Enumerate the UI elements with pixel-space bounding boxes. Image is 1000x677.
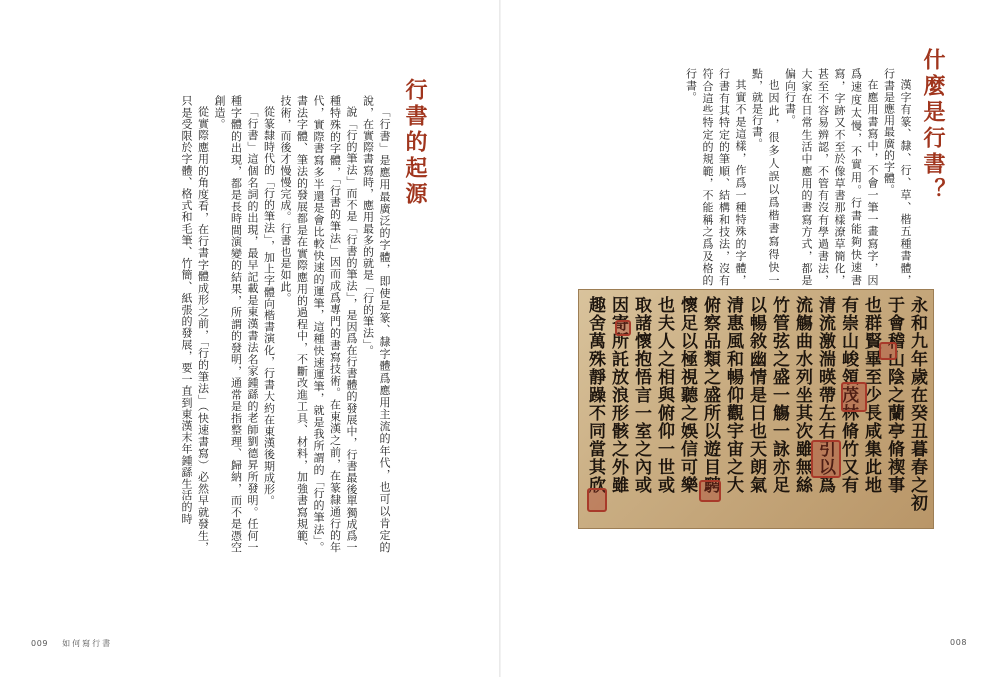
calligraphy-column: 清流激湍暎帶左右引以爲	[815, 296, 835, 494]
red-seal-stamp	[879, 342, 897, 360]
calligraphy-column: 取諸懷抱悟言一室之內或	[631, 296, 651, 494]
left-folio	[31, 638, 112, 649]
calligraphy-column: 趣舍萬殊靜躁不同當其欣	[585, 296, 605, 494]
right-paragraph: 在應用書寫中，不會一筆一畫寫字，因爲速度太慢，不實用。行書能夠快速書寫，字跡又不至於像草書那樣潦草簡化，甚至不容易辨認，不管有沒有學過書法，大家在日常生活中應用的書寫方式，都是偏向行書。	[783, 68, 879, 286]
right-page-number: 008	[950, 638, 968, 647]
calligraphy-column: 以暢敘幽情是日也天朗氣	[746, 296, 766, 494]
calligraphy-column: 流觴曲水列坐其次雖無絲	[792, 296, 812, 494]
calligraphy-column: 因寄所託放浪形骸之外雖	[608, 296, 628, 494]
left-paragraph: 說「行的筆法」而不是「行書的筆法」，是因爲在行書體的發展中，行書最後單獨成爲一種特殊的字體，「行書的筆法」因而成爲專門的書寫技術。在東漢之前，在篆隸通行的年代，實際書寫多半還是會比較快速的運筆，這種快速運筆，就是我所謂的「行的筆法」。書法字體、筆法的發展都是在實際應用的過程中，不斷改進工具、材料，加強書寫規範、技術，而後才慢慢完成。行書也是如此。	[279, 95, 358, 553]
left-page-title: 行書的起源	[402, 78, 428, 208]
calligraphy-column: 有崇山峻領茂林脩竹又有	[838, 296, 858, 494]
calligraphy-column: 也群賢畢至少長咸集此地	[861, 296, 881, 494]
calligraphy-column: 俯察品類之盛所以遊目騁	[700, 296, 720, 494]
left-page-body	[92, 95, 392, 553]
calligraphy-column: 清惠風和暢仰觀宇宙之大	[723, 296, 743, 494]
right-paragraph: 也因此，很多人誤以爲楷書寫得快一點，就是行書。	[750, 68, 780, 286]
book-title: 如何寫行書	[62, 639, 113, 648]
left-page-number: 009	[31, 639, 49, 648]
right-paragraph: 其實不是這樣，作爲一種特殊的字體，行書有其特定的筆順、結構和技法，沒有符合這些特定的規範，不能稱之爲及格的行書。	[684, 68, 747, 286]
right-page-title: 什麼是行書？	[920, 48, 946, 204]
calligraphy-column: 懷足以極視聽之娛信可樂	[677, 296, 697, 494]
left-paragraph: 「行書」這個名詞的出現，最早記載是東漢書法名家鍾繇的老師劉德昇所發明。任何一種字體的出現，都是長時間演變的結果，所謂的發明，通常是指整理、歸納，而不是憑空創造。	[213, 95, 259, 553]
red-seal-stamp	[699, 480, 721, 502]
calligraphy-column: 永和九年歲在癸丑暮春之初	[907, 296, 927, 512]
red-seal-stamp	[841, 382, 867, 412]
calligraphy-column: 也夫人之相與俯仰一世或	[654, 296, 674, 494]
left-paragraph: 「行書」是應用最廣泛的字體，即使是篆、隸字體爲應用主流的年代，也可以肯定的說，在實際書寫時，應用最多的就是「行的筆法」。	[361, 95, 391, 553]
red-seal-stamp	[587, 488, 607, 512]
book-gutter	[499, 0, 501, 677]
right-page-body	[578, 68, 913, 286]
left-paragraph: 從篆隸時代的「行的筆法」，加上字體向楷書演化，行書大約在東漢後期成形。	[262, 106, 276, 507]
right-paragraph: 漢字有篆、隸、行、草、楷五種書體，行書是應用最廣的字體。	[882, 68, 912, 286]
calligraphy-column: 竹管弦之盛一觴一詠亦足	[769, 296, 789, 494]
red-seal-stamp	[811, 440, 841, 478]
left-paragraph: 從實際應用的角度看，在行書字體成形之前，「行的筆法」（快速書寫）必然早就發生，只是受限於字體、格式和毛筆、竹簡、紙張的發展，要一直到東漢末年鍾繇生活的時	[180, 95, 210, 553]
calligraphy-column: 于會稽山陰之蘭亭脩禊事	[884, 296, 904, 494]
calligraphy-artwork-image	[578, 289, 934, 529]
red-seal-stamp	[615, 320, 631, 336]
